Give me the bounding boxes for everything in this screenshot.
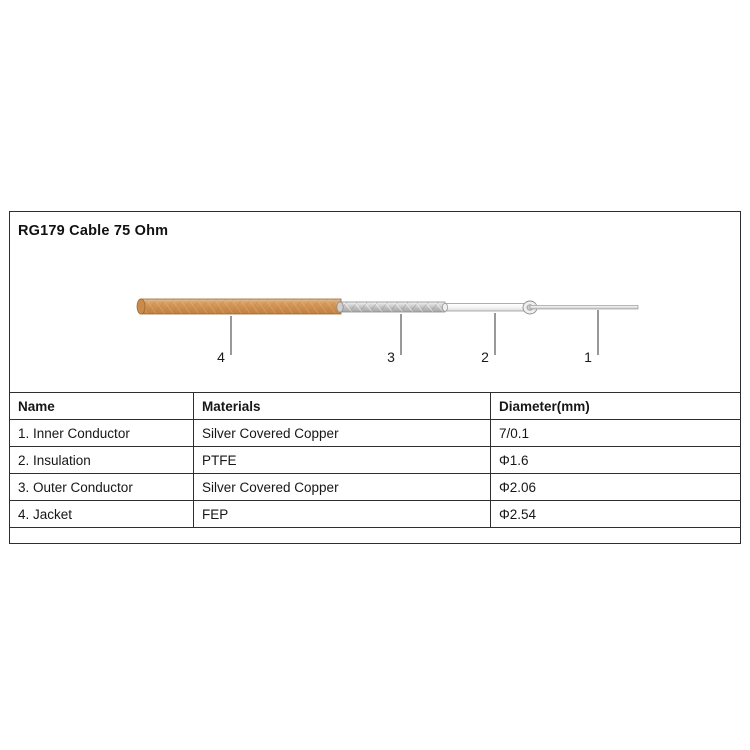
layer-inner-conductor: [523, 301, 638, 314]
cell-materials: Silver Covered Copper: [194, 474, 491, 501]
table-row: [10, 474, 740, 501]
callout-4: 4: [217, 349, 225, 365]
cell-diameter: Φ2.54: [491, 501, 741, 528]
cable-diagram: [10, 252, 742, 395]
callout-3: 3: [387, 349, 395, 365]
table-row: [10, 447, 740, 474]
table-row: [10, 501, 740, 528]
callout-2: 2: [481, 349, 489, 365]
cell-name: 4. Jacket: [10, 501, 194, 528]
cable-cutaway-illustration: [10, 252, 742, 395]
callout-1: 1: [584, 349, 592, 365]
column-header-diameter: Diameter(mm): [491, 393, 741, 420]
cell-materials: PTFE: [194, 447, 491, 474]
cell-materials: Silver Covered Copper: [194, 420, 491, 447]
table-row: [10, 420, 740, 447]
cell-materials: FEP: [194, 501, 491, 528]
column-header-materials: Materials: [194, 393, 491, 420]
table-header-row: [10, 393, 740, 420]
specification-table: [10, 392, 740, 528]
cell-diameter: Φ2.06: [491, 474, 741, 501]
layer-outer-conductor: [337, 302, 445, 312]
cell-name: 1. Inner Conductor: [10, 420, 194, 447]
page-title: RG179 Cable 75 Ohm: [18, 223, 169, 239]
cell-name: 2. Insulation: [10, 447, 194, 474]
layer-insulation: [442, 303, 530, 311]
cell-diameter: Φ1.6: [491, 447, 741, 474]
callout-leader-lines: [231, 310, 598, 355]
layer-jacket: [137, 299, 341, 314]
cable-spec-card: [9, 211, 741, 544]
cell-name: 3. Outer Conductor: [10, 474, 194, 501]
column-header-name: Name: [10, 393, 194, 420]
cell-diameter: 7/0.1: [491, 420, 741, 447]
